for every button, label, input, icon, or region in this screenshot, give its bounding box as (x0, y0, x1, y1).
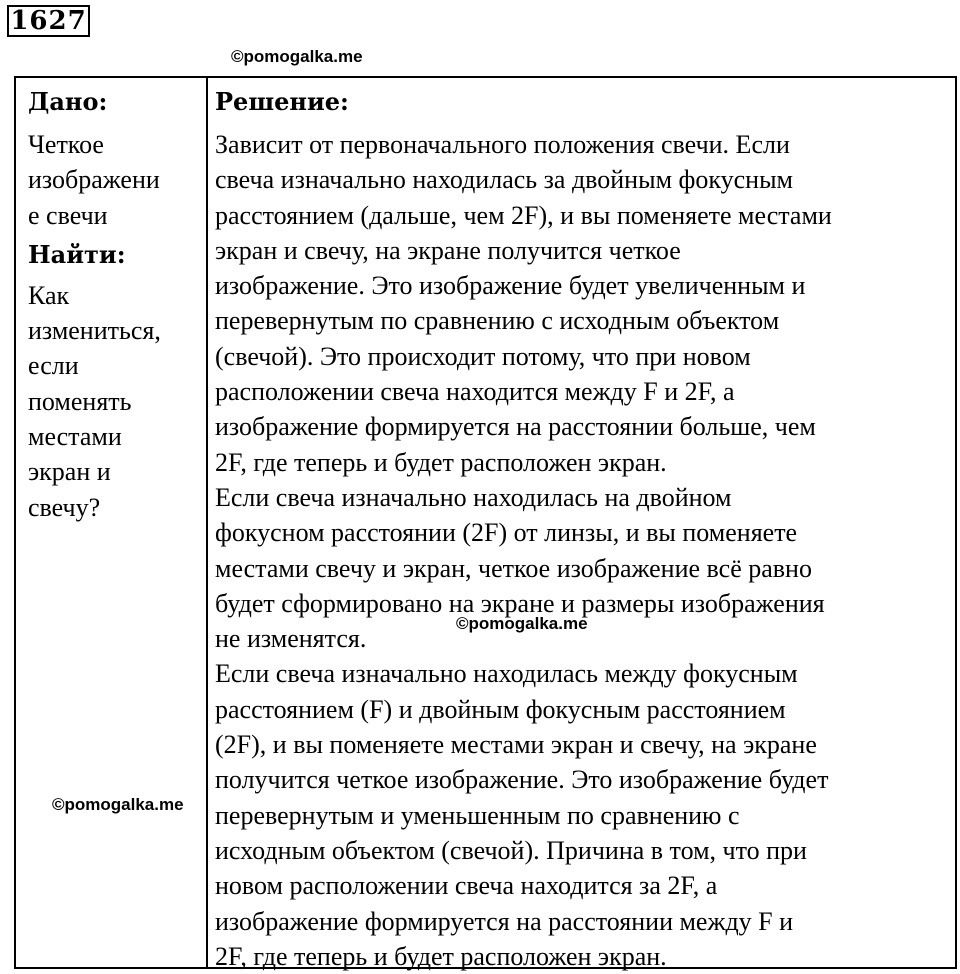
watermark-middle: ©pomogalka.me (456, 614, 588, 633)
given-find-column (28, 78, 204, 525)
watermark-left: ©pomogalka.me (52, 795, 184, 814)
solution-line: изображение формируется на расстоянии между F и (215, 906, 794, 936)
find-text (28, 278, 204, 525)
solution-line: перевернутым и уменьшенным по сравнению с (215, 800, 740, 830)
solution-line: расположении свеча находится между F и 2F, а (215, 377, 735, 407)
column-divider (206, 78, 208, 967)
given-text-line: изображени (28, 165, 160, 195)
solution-line: Зависит от первоначального положения свечи. Если (215, 130, 790, 159)
find-text-line: экран и (28, 457, 111, 487)
solution-line: Если свеча изначально находилась на двойном (215, 482, 732, 512)
given-text-line: е свечи (28, 200, 108, 230)
solution-column (215, 78, 955, 974)
solution-line: не изменятся. (215, 624, 367, 654)
find-text-line: измениться, (28, 316, 161, 346)
solution-line: изображение. Это изображение будет увеличенным и (215, 271, 806, 301)
solution-line: 2F, где теперь и будет расположен экран. (215, 941, 667, 971)
given-text-line: Четкое (28, 130, 104, 159)
given-heading: Дано: (28, 87, 108, 116)
solution-line: расстоянием (дальше, чем 2F), и вы поменяете местами (215, 200, 832, 230)
solution-line: изображение формируется на расстоянии больше, чем (215, 412, 816, 442)
watermark-top: ©pomogalka.me (231, 47, 363, 66)
find-heading: Найти: (28, 239, 126, 269)
solution-line: получится четкое изображение. Это изображение будет (215, 765, 829, 795)
solution-line: новом расположении свеча находится за 2F, а (215, 871, 718, 901)
given-text (28, 127, 204, 233)
solution-line: будет сформировано на экране и размеры изображения (215, 588, 825, 618)
find-text-line: свечу? (28, 492, 101, 522)
find-text-line: поменять (28, 386, 132, 416)
find-text-line: если (28, 351, 79, 381)
task-table (14, 76, 957, 969)
solution-line: фокусном расстоянии (2F) от линзы, и вы поменяете (215, 518, 798, 548)
solution-line: (2F), и вы поменяете местами экран и свечу, на экране (215, 730, 817, 760)
solution-line: 2F, где теперь и будет расположен экран. (215, 447, 667, 477)
solution-line: Если свеча изначально находилась между фокусным (215, 659, 798, 689)
solution-line: свеча изначально находилась за двойным фокусным (215, 165, 794, 195)
find-text-line: местами (28, 422, 122, 452)
solution-line: расстоянием (F) и двойным фокусным расстоянием (215, 694, 786, 724)
solution-line: исходным объектом (свечой). Причина в том, что при (215, 835, 807, 865)
problem-number: 1627 (7, 5, 90, 37)
solution-line: перевернутым по сравнению с исходным объектом (215, 306, 780, 336)
solution-text (215, 127, 955, 974)
solution-line: экран и свечу, на экране получится четкое (215, 235, 681, 265)
solution-line: местами свечу и экран, четкое изображение всё равно (215, 553, 812, 583)
find-text-line: Как (28, 280, 70, 310)
solution-line: (свечой). Это происходит потому, что при новом (215, 341, 751, 371)
solution-heading: Решение: (215, 87, 349, 116)
